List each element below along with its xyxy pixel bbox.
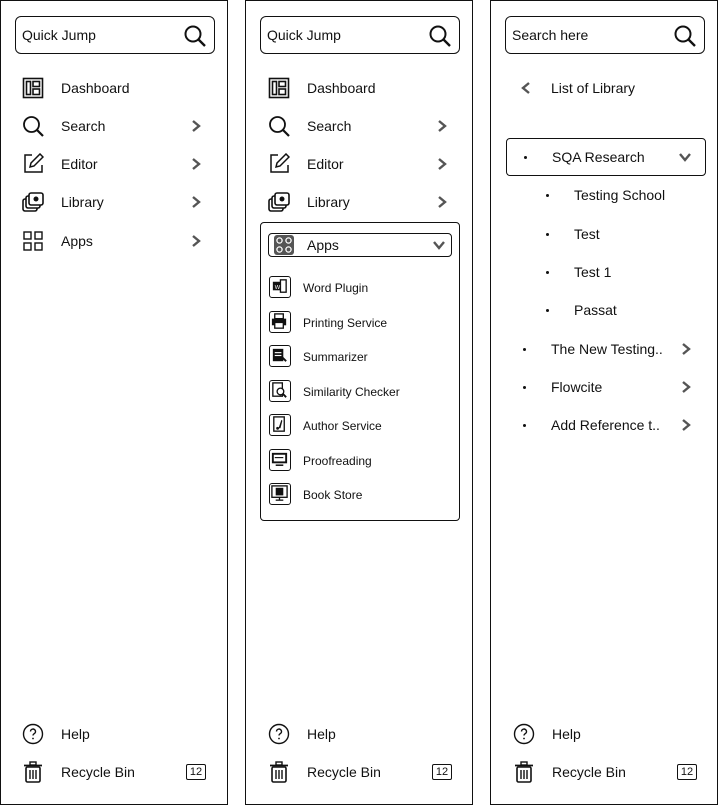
library-search-input[interactable] bbox=[512, 24, 662, 46]
tree-label: Test bbox=[574, 226, 600, 242]
tree-label: Test 1 bbox=[574, 264, 612, 280]
tree-label: SQA Research bbox=[552, 149, 645, 165]
library-icon bbox=[22, 191, 44, 213]
chevron-down-icon bbox=[433, 239, 445, 251]
similarity-checker-icon bbox=[269, 380, 291, 402]
trash-icon bbox=[22, 761, 44, 783]
app-label: Author Service bbox=[303, 419, 382, 433]
recycle-bin-label: Recycle Bin bbox=[552, 764, 626, 780]
help-label: Help bbox=[61, 726, 90, 742]
nav-label: Library bbox=[307, 194, 350, 210]
app-label: Book Store bbox=[303, 488, 363, 502]
chevron-right-icon bbox=[190, 158, 202, 170]
tree-label: Flowcite bbox=[551, 379, 603, 395]
search-icon[interactable] bbox=[673, 24, 697, 48]
chevron-right-icon bbox=[436, 120, 448, 132]
app-label: Word Plugin bbox=[303, 281, 369, 295]
svg-text:W: W bbox=[274, 284, 281, 291]
help-icon bbox=[513, 723, 535, 745]
nav-item-search[interactable] bbox=[22, 112, 212, 140]
recycle-count-badge: 12 bbox=[186, 764, 206, 780]
app-item-summarizer[interactable] bbox=[269, 345, 454, 371]
help-icon bbox=[22, 723, 44, 745]
tree-item-the-new-testing[interactable] bbox=[506, 334, 706, 364]
apps-grid-icon bbox=[22, 230, 44, 252]
chevron-right-icon bbox=[190, 196, 202, 208]
nav-item-dashboard[interactable] bbox=[22, 74, 212, 102]
help-link[interactable] bbox=[268, 720, 458, 748]
apps-submenu bbox=[260, 222, 460, 521]
app-item-similarity-checker[interactable] bbox=[269, 380, 454, 406]
tree-label: The New Testing.. bbox=[551, 341, 663, 357]
help-label: Help bbox=[552, 726, 581, 742]
sidebar-panel-3 bbox=[490, 0, 718, 805]
tree-label: Passat bbox=[574, 302, 617, 318]
apps-label: Apps bbox=[307, 237, 339, 253]
app-label: Printing Service bbox=[303, 316, 388, 330]
tree-item-sqa-research[interactable] bbox=[506, 138, 706, 176]
search-icon bbox=[268, 115, 290, 137]
recycle-bin-link[interactable] bbox=[513, 758, 703, 786]
chevron-down-icon bbox=[679, 151, 691, 163]
library-icon bbox=[268, 191, 290, 213]
summarizer-icon bbox=[269, 345, 291, 367]
nav-label: Search bbox=[307, 118, 352, 134]
nav-item-editor[interactable] bbox=[22, 150, 212, 178]
chevron-right-icon bbox=[436, 196, 448, 208]
back-to-library-list[interactable] bbox=[506, 73, 706, 103]
recycle-bin-label: Recycle Bin bbox=[307, 764, 381, 780]
bullet bbox=[523, 348, 526, 351]
nav-label: Dashboard bbox=[307, 80, 376, 96]
apps-toggle[interactable] bbox=[268, 233, 452, 257]
chevron-right-icon bbox=[680, 419, 692, 431]
bullet bbox=[523, 386, 526, 389]
dashboard-icon bbox=[268, 77, 290, 99]
nav-label: Editor bbox=[307, 156, 344, 172]
bullet bbox=[546, 233, 549, 236]
nav-item-library[interactable] bbox=[268, 188, 458, 216]
help-link[interactable] bbox=[22, 720, 212, 748]
tree-item-flowcite[interactable] bbox=[506, 372, 706, 402]
app-item-word-plugin[interactable] bbox=[269, 276, 454, 302]
tree-child-passat[interactable] bbox=[506, 295, 706, 325]
nav-label: Editor bbox=[61, 156, 98, 172]
tree-child-test[interactable] bbox=[506, 219, 706, 249]
chevron-right-icon bbox=[680, 381, 692, 393]
quick-jump-search[interactable] bbox=[260, 16, 460, 54]
edit-icon bbox=[22, 153, 44, 175]
chevron-left-icon bbox=[520, 82, 532, 94]
nav-item-apps[interactable] bbox=[22, 227, 212, 255]
search-icon[interactable] bbox=[428, 24, 452, 48]
app-item-author-service[interactable] bbox=[269, 414, 454, 440]
search-icon bbox=[22, 115, 44, 137]
quick-jump-input[interactable] bbox=[22, 24, 172, 46]
nav-item-library[interactable] bbox=[22, 188, 212, 216]
bullet bbox=[546, 194, 549, 197]
nav-item-dashboard[interactable] bbox=[268, 74, 458, 102]
bullet bbox=[523, 424, 526, 427]
help-link[interactable] bbox=[513, 720, 703, 748]
recycle-count-badge: 12 bbox=[677, 764, 697, 780]
quick-jump-search[interactable] bbox=[15, 16, 215, 54]
apps-icon bbox=[273, 234, 295, 256]
trash-icon bbox=[268, 761, 290, 783]
help-icon bbox=[268, 723, 290, 745]
help-label: Help bbox=[307, 726, 336, 742]
app-item-proofreading[interactable] bbox=[269, 449, 454, 475]
nav-item-editor[interactable] bbox=[268, 150, 458, 178]
chevron-right-icon bbox=[190, 120, 202, 132]
quick-jump-input[interactable] bbox=[267, 24, 417, 46]
dashboard-icon bbox=[22, 77, 44, 99]
nav-label: Library bbox=[61, 194, 104, 210]
bullet bbox=[524, 156, 527, 159]
recycle-bin-link[interactable] bbox=[22, 758, 212, 786]
app-item-printing-service[interactable] bbox=[269, 311, 454, 337]
chevron-right-icon bbox=[436, 158, 448, 170]
app-label: Proofreading bbox=[303, 454, 372, 468]
edit-icon bbox=[268, 153, 290, 175]
app-label: Similarity Checker bbox=[303, 385, 400, 399]
recycle-bin-label: Recycle Bin bbox=[61, 764, 135, 780]
author-service-icon bbox=[269, 414, 291, 436]
tree-child-test-1[interactable] bbox=[506, 257, 706, 287]
recycle-count-badge: 12 bbox=[432, 764, 452, 780]
book-store-icon bbox=[269, 483, 291, 505]
tree-child-testing-school[interactable] bbox=[506, 180, 706, 210]
tree-label: Testing School bbox=[574, 187, 666, 203]
nav-item-search[interactable] bbox=[268, 112, 458, 140]
library-search[interactable] bbox=[505, 16, 705, 54]
trash-icon bbox=[513, 761, 535, 783]
chevron-right-icon bbox=[190, 235, 202, 247]
app-item-book-store[interactable] bbox=[269, 483, 454, 509]
word-plugin-icon bbox=[269, 276, 291, 298]
bullet bbox=[546, 271, 549, 274]
printer-icon bbox=[269, 311, 291, 333]
app-label: Summarizer bbox=[303, 350, 368, 364]
nav-label: Dashboard bbox=[61, 80, 130, 96]
proofreading-icon bbox=[269, 449, 291, 471]
tree-item-add-reference[interactable] bbox=[506, 410, 706, 440]
bullet bbox=[546, 309, 549, 312]
nav-label: Search bbox=[61, 118, 106, 134]
back-label: List of Library bbox=[551, 80, 636, 96]
chevron-right-icon bbox=[680, 343, 692, 355]
tree-label: Add Reference t.. bbox=[551, 417, 660, 433]
nav-label: Apps bbox=[61, 233, 93, 249]
recycle-bin-link[interactable] bbox=[268, 758, 458, 786]
search-icon[interactable] bbox=[183, 24, 207, 48]
